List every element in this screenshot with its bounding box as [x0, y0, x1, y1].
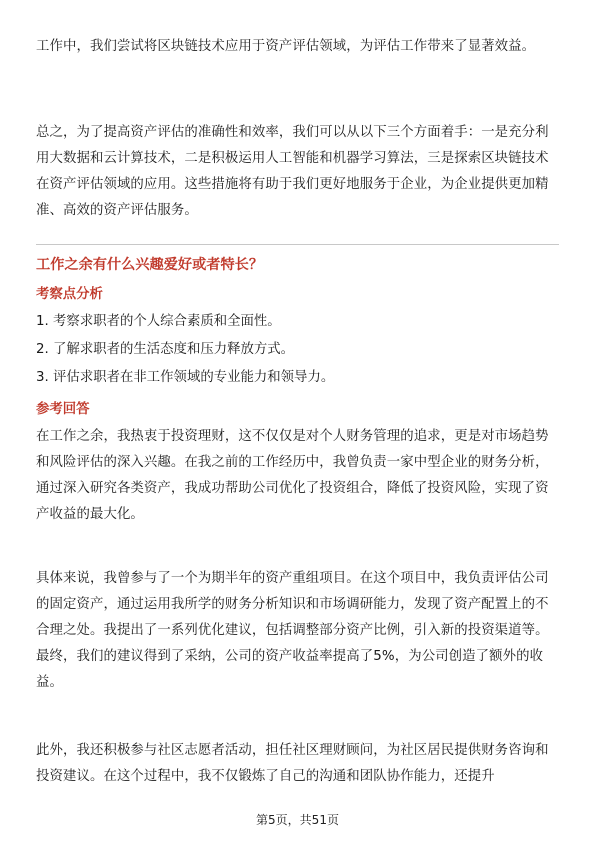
page-footer: 第5页，共51页	[256, 813, 339, 827]
paragraph-blockchain: 工作中，我们尝试将区块链技术应用于资产评估领域，为评估工作带来了显著效益。	[36, 39, 536, 54]
question-heading: 工作之余有什么兴趣爱好或者特长？	[36, 257, 264, 273]
analysis-item: 2. 了解求职者的生活态度和压力释放方式。	[36, 342, 295, 357]
answer-paragraph-investing: 在工作之余，我热衷于投资理财，这不仅仅是对个人财务管理的追求，更是对市场趋势和风险评估的深入兴趣。在我之前的工作经历中，我曾负责一家中型企业的财务分析，通过深入研究各类资产，我成功帮助公司优化了投资组合，降低了投资风险，实现了资产收益的最大化。	[36, 429, 549, 522]
answer-paragraph-volunteer: 此外，我还积极参与社区志愿者活动，担任社区理财顾问，为社区居民提供财务咨询和投资建议。在这个过程中，我不仅锻炼了自己的沟通和团队协作能力，还提升	[36, 743, 549, 784]
section-divider	[36, 244, 559, 245]
answer-paragraph-project: 具体来说，我曾参与了一个为期半年的资产重组项目。在这个项目中，我负责评估公司的固定资产，通过运用我所学的财务分析知识和市场调研能力，发现了资产配置上的不合理之处。我提出了一系列优化建议，包括调整部分资产比例，引入新的投资渠道等。最终，我们的建议得到了采纳，公司的资产收益率提高了5%，为公司创造了额外的收益。	[36, 571, 549, 690]
analysis-item: 3. 评估求职者在非工作领域的专业能力和领导力。	[36, 370, 335, 385]
paragraph-summary: 总之，为了提高资产评估的准确性和效率，我们可以从以下三个方面着手：一是充分利用大数据和云计算技术，二是积极运用人工智能和机器学习算法，三是探索区块链技术在资产评估领域的应用。这些措施将有助于我们更好地服务于企业，为企业提供更加精准、高效的资产评估服务。	[36, 125, 549, 218]
document-page	[36, 0, 559, 842]
analysis-label: 考察点分析	[36, 287, 103, 302]
analysis-item: 1. 考察求职者的个人综合素质和全面性。	[36, 314, 281, 329]
answer-label: 参考回答	[36, 402, 90, 417]
